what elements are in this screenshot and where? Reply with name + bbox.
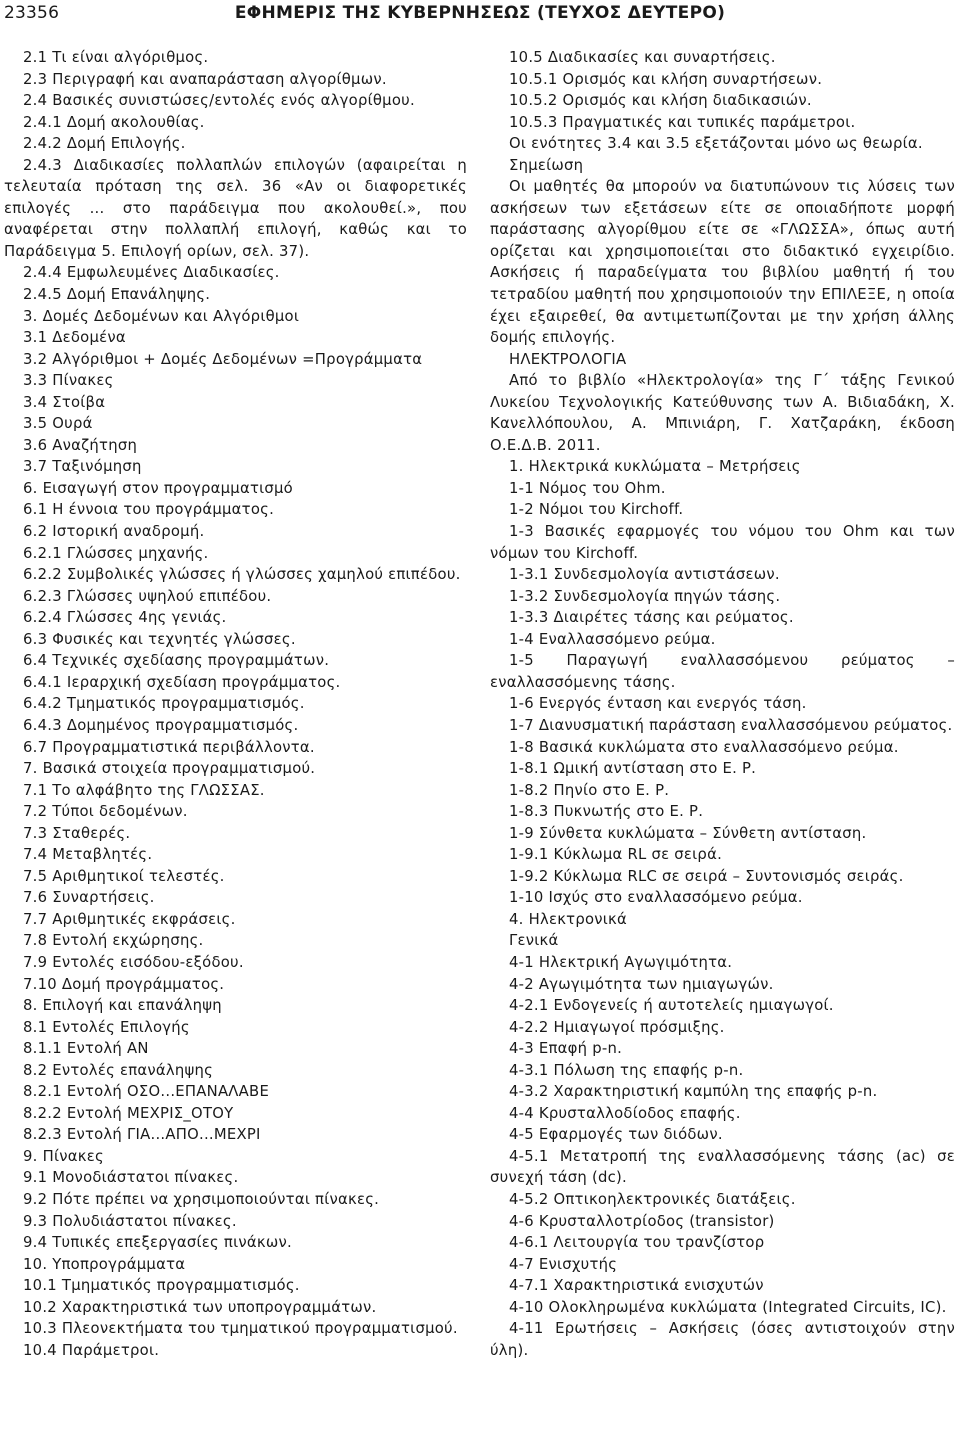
- toc-entry: 4-3.1 Πόλωση της επαφής p-n.: [509, 1061, 744, 1079]
- toc-entry: 1-6 Ενεργός ένταση και ενεργός τάση.: [509, 695, 807, 713]
- toc-entry: 2.4 Βασικές συνιστώσες/εντολές ενός αλγορίθμου.: [23, 92, 415, 110]
- toc-entry: 9.3 Πολυδιάστατοι πίνακες.: [23, 1212, 237, 1230]
- toc-entry: 1. Ηλεκτρικά κυκλώματα – Μετρήσεις: [509, 458, 801, 476]
- toc-entry: 2.4.1 Δομή ακολουθίας.: [23, 113, 205, 131]
- toc-entry: 1-10 Ισχύς στο εναλλασσόμενο ρεύμα.: [509, 889, 803, 907]
- toc-entry: 9.1 Μονοδιάστατοι πίνακες.: [23, 1169, 239, 1187]
- toc-entry: 7.1 Το αλφάβητο της ΓΛΩΣΣΑΣ.: [23, 781, 265, 799]
- toc-entry: 6.4.2 Τμηματικός προγραμματισμός.: [23, 695, 305, 713]
- toc-entry: 1-8 Βασικά κυκλώματα στο εναλλασσόμενο ρεύμα.: [509, 738, 899, 756]
- toc-entry: 10. Υποπρογράμματα: [23, 1255, 186, 1273]
- toc-entry: 7.8 Εντολή εκχώρησης.: [23, 932, 204, 950]
- toc-entry: 4-2 Αγωγιμότητα των ημιαγωγών.: [509, 975, 774, 993]
- toc-entry: 10.4 Παράμετροι.: [23, 1341, 160, 1359]
- toc-entry: 1-1 Νόμος του Ohm.: [509, 479, 666, 497]
- toc-entry: 4-2.1 Ενδογενείς ή αυτοτελείς ημιαγωγοί.: [509, 997, 834, 1015]
- note-paragraph: Οι μαθητές θα μπορούν να διατυπώνουν τις λύσεις των ασκήσεων των εξετάσεων είτε σε οποιαδήποτε μορφή παράστασης αλγορίθμου είτε σε «ΓΛΩΣΣΑ», όπως αυτή ορίζεται και χρησιμοποιείται στο διδακτικό εγχειρίδιο. Ασκήσεις ή παραδείγματα του βιβλίου μαθητή ή του τετραδίου μαθητή που χρησιμοποιούν την ΕΠΙΛΕΞΕ, η οποία έχει εξαιρεθεί, θα αντιμετωπίζονται με την χρήση άλλης δομής επιλογής.: [490, 178, 955, 347]
- toc-entry: 1-9.1 Κύκλωμα RL σε σειρά.: [509, 846, 723, 864]
- toc-entry: 7.3 Σταθερές.: [23, 824, 131, 842]
- toc-entry: 6.4 Τεχνικές σχεδίασης προγραμμάτων.: [23, 652, 330, 670]
- toc-entry: 9. Πίνακες: [23, 1147, 104, 1165]
- toc-entry: 1-8.1 Ωμική αντίσταση στο Ε. Ρ.: [509, 760, 757, 778]
- toc-entry: 10.5.1 Ορισμός και κλήση συναρτήσεων.: [509, 70, 823, 88]
- toc-entry: 4-7.1 Χαρακτηριστικά ενισχυτών: [509, 1277, 764, 1295]
- toc-entry: 10.5.2 Ορισμός και κλήση διαδικασιών.: [509, 92, 812, 110]
- toc-entry: 2.4.4 Εμφωλευμένες Διαδικασίες.: [23, 264, 280, 282]
- toc-entry: 6.2.4 Γλώσσες 4ης γενιάς.: [23, 609, 227, 627]
- toc-entry: 4-4 Κρυσταλλοδίοδος επαφής.: [509, 1104, 741, 1122]
- toc-entry: 3.5 Ουρά: [23, 415, 93, 433]
- toc-entry: 9.4 Τυπικές επεξεργασίες πινάκων.: [23, 1234, 292, 1252]
- toc-entry: 7.9 Εντολές εισόδου-εξόδου.: [23, 953, 244, 971]
- toc-entry: 1-3.1 Συνδεσμολογία αντιστάσεων.: [509, 566, 780, 584]
- toc-entry: 7.2 Τύποι δεδομένων.: [23, 803, 188, 821]
- page-header: [0, 0, 960, 34]
- toc-entry: 7. Βασικά στοιχεία προγραμματισμού.: [23, 760, 316, 778]
- toc-entry: 1-3.2 Συνδεσμολογία πηγών τάσης.: [509, 587, 781, 605]
- toc-entry-long: 4-5.1 Μετατροπή της εναλλασσόμενης τάσης (ac) σε συνεχή τάση (dc).: [490, 1147, 955, 1187]
- toc-entry: 4-5 Εφαρμογές των διόδων.: [509, 1126, 723, 1144]
- toc-entry: 1-3.3 Διαιρέτες τάσης και ρεύματος.: [509, 609, 794, 627]
- toc-entry: 8.2.2 Εντολή ΜΕΧΡΙΣ_ΟΤΟΥ: [23, 1104, 234, 1122]
- toc-entry: 4-5.2 Οπτικοηλεκτρονικές διατάξεις.: [509, 1190, 796, 1208]
- toc-entry: 6.2.1 Γλώσσες μηχανής.: [23, 544, 209, 562]
- toc-entry: 4-3.2 Χαρακτηριστική καμπύλη της επαφής p-n.: [509, 1083, 878, 1101]
- toc-entry: 4-3 Επαφή p-n.: [509, 1040, 623, 1058]
- toc-entry: 6.2 Ιστορική αναδρομή.: [23, 523, 205, 541]
- toc-entry: 6.4.3 Δομημένος προγραμματισμός.: [23, 716, 299, 734]
- gazette-title: ΕΦΗΜΕΡΙΣ ΤΗΣ ΚΥΒΕΡΝΗΣΕΩΣ (ΤΕΥΧΟΣ ΔΕΥΤΕΡΟ): [234, 3, 726, 23]
- toc-entry-long: 1-7 Διανυσματική παράσταση εναλλασσόμενου ρεύματος.: [509, 716, 953, 734]
- toc-entry: 8.2 Εντολές επανάληψης: [23, 1061, 214, 1079]
- toc-entry: 1-9.2 Κύκλωμα RLC σε σειρά – Συντονισμός σειράς.: [509, 867, 904, 885]
- toc-entry: 10.5 Διαδικασίες και συναρτήσεις.: [509, 49, 776, 66]
- toc-entry: 10.2 Χαρακτηριστικά των υποπρογραμμάτων.: [23, 1298, 377, 1316]
- toc-entry-long: 10.3 Πλεονεκτήματα του τμηματικού προγραμματισμού.: [23, 1320, 458, 1338]
- toc-entry: 4-2.2 Ημιαγωγοί πρόσμιξης.: [509, 1018, 725, 1036]
- toc-entry-long: 4-10 Ολοκληρωμένα κυκλώματα (Integrated Circuits, IC).: [509, 1298, 947, 1316]
- toc-entry: 6.3 Φυσικές και τεχνητές γλώσσες.: [23, 630, 296, 648]
- toc-entry: 8.1 Εντολές Επιλογής: [23, 1018, 190, 1036]
- toc-entry: 8.1.1 Εντολή ΑΝ: [23, 1040, 149, 1058]
- toc-entry-long: 1-3 Βασικές εφαρμογές του νόμου του Ohm και των νόμων του Kirchoff.: [490, 523, 955, 562]
- toc-entry: 4. Ηλεκτρονικά: [509, 910, 628, 928]
- toc-entry: 10.5.3 Πραγματικές και τυπικές παράμετροι.: [509, 113, 856, 131]
- toc-entry: 4-6.1 Λειτουργία του τρανζίστορ: [509, 1234, 765, 1252]
- toc-entry: 1-4 Εναλλασσόμενο ρεύμα.: [509, 630, 716, 648]
- right-column: [490, 47, 955, 1361]
- toc-entry: 8. Επιλογή και επανάληψη: [23, 997, 222, 1015]
- page-number: 23356: [4, 3, 60, 23]
- toc-entry: 3.2 Αλγόριθμοι + Δομές Δεδομένων =Προγράμματα: [23, 350, 423, 368]
- toc-entry-long: 1-5 Παραγωγή εναλλασσόμενου ρεύματος – εναλλασσόμενης τάσης.: [490, 652, 955, 691]
- toc-entry: 10.1 Τμηματικός προγραμματισμός.: [23, 1277, 300, 1295]
- toc-entry: 2.4.2 Δομή Επιλογής.: [23, 135, 186, 153]
- toc-entry: 3.1 Δεδομένα: [23, 329, 126, 347]
- toc-entry-long: 6.2.2 Συμβολικές γλώσσες ή γλώσσες χαμηλού επιπέδου.: [23, 566, 461, 584]
- toc-entry: 4-1 Ηλεκτρική Αγωγιμότητα.: [509, 953, 733, 971]
- note-heading: Σημείωση: [509, 156, 584, 174]
- toc-entry: 6.7 Προγραμματιστικά περιβάλλοντα.: [23, 738, 315, 756]
- toc-entry: 6.4.1 Ιεραρχική σχεδίαση προγράμματος.: [23, 673, 341, 691]
- toc-entry: 2.1 Τι είναι αλγόριθμος.: [23, 49, 209, 66]
- toc-entry: 6.1 Η έννοια του προγράμματος.: [23, 501, 275, 519]
- subject-heading: ΗΛΕΚΤΡΟΛΟΓΙΑ: [509, 350, 627, 368]
- toc-entry: 2.4.5 Δομή Επανάληψης.: [23, 286, 211, 304]
- toc-entry-long: 2.4.3 Διαδικασίες πολλαπλών επιλογών (αφαιρείται η τελευταία πρόταση της σελ. 36 «Αν οι διαφορετικές επιλογές ... στο παράδειγμα που ακολουθεί.», που αναφέρεται στην πολλαπλή επιλογή, καθώς και το Παράδειγμα 5. Επιλογή ορίων, σελ. 37).: [4, 156, 467, 260]
- toc-entry: 3.4 Στοίβα: [23, 393, 106, 411]
- toc-entry: 8.2.3 Εντολή ΓΙΑ...ΑΠΟ...ΜΕΧΡΙ: [23, 1126, 261, 1144]
- toc-entry: 4-6 Κρυσταλλοτρίοδος (transistor): [509, 1212, 775, 1230]
- scope-note: Οι ενότητες 3.4 και 3.5 εξετάζονται μόνο ως θεωρία.: [509, 135, 923, 153]
- toc-entry: 1-8.2 Πηνίο στο Ε. Ρ.: [509, 781, 670, 799]
- toc-entry: 1-8.3 Πυκνωτής στο Ε. Ρ.: [509, 803, 704, 821]
- toc-entry-long: 4-11 Ερωτήσεις – Ασκήσεις (όσες αντιστοιχούν στην ύλη).: [490, 1320, 955, 1359]
- toc-entry: 7.7 Αριθμητικές εκφράσεις.: [23, 910, 236, 928]
- toc-entry: 6.2.3 Γλώσσες υψηλού επιπέδου.: [23, 587, 272, 605]
- toc-entry: 1-9 Σύνθετα κυκλώματα – Σύνθετη αντίσταση.: [509, 824, 867, 842]
- toc-entry: 4-7 Ενισχυτής: [509, 1255, 618, 1273]
- toc-entry: 9.2 Πότε πρέπει να χρησιμοποιούνται πίνακες.: [23, 1190, 380, 1208]
- toc-entry: 2.3 Περιγραφή και αναπαράσταση αλγορίθμων.: [23, 70, 387, 88]
- toc-entry: 3. Δομές Δεδομένων και Αλγόριθμοι: [23, 307, 300, 325]
- toc-entry: 7.4 Μεταβλητές.: [23, 846, 153, 864]
- toc-entry: 3.7 Ταξινόμηση: [23, 458, 142, 476]
- toc-entry: 7.10 Δομή προγράμματος.: [23, 975, 225, 993]
- toc-entry: 7.5 Αριθμητικοί τελεστές.: [23, 867, 225, 885]
- left-column: [4, 47, 467, 1361]
- toc-entry: 6. Εισαγωγή στον προγραμματισμό: [23, 479, 293, 497]
- toc-entry: 1-2 Νόμοι του Kirchoff.: [509, 501, 684, 519]
- toc-entry: 3.6 Αναζήτηση: [23, 436, 138, 454]
- book-reference: Από το βιβλίο «Ηλεκτρολογία» της Γ΄ τάξης Γενικού Λυκείου Τεχνολογικής Κατεύθυνσης των Α. Βιδιαδάκη, Χ. Κανελλόπουλου, Α. Μπινιάρη, Γ. Χατζαράκη, έκδοση Ο.Ε.Δ.Β. 2011.: [490, 372, 955, 454]
- toc-entry: 8.2.1 Εντολή ΟΣΟ...ΕΠΑΝΑΛΑΒΕ: [23, 1083, 270, 1101]
- toc-entry: 3.3 Πίνακες: [23, 372, 114, 390]
- toc-entry: 7.6 Συναρτήσεις.: [23, 889, 155, 907]
- toc-entry: Γενικά: [509, 932, 559, 950]
